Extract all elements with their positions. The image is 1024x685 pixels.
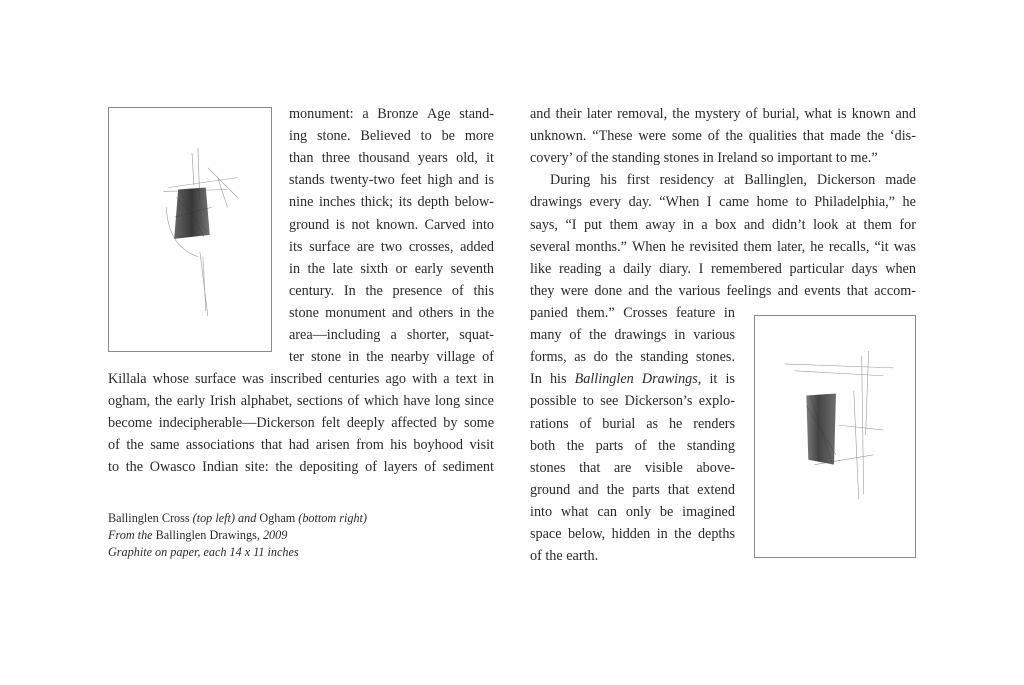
text-line: drawings every day. “When I came home to Philadelphia,” he [530,194,916,211]
text-line: in the late sixth or early seventh [289,260,494,277]
text-line: both the parts of the standing [530,437,735,454]
text-line: covery’ of the standing stones in Ireland so important to me.” [530,150,878,167]
text-line: In his Ballinglen Drawings, it is [530,371,735,388]
artwork-ballinglen-cross [108,107,272,352]
text-line: During his first residency at Ballinglen, Dickerson made [550,172,916,189]
text-line: possible to see Dickerson’s explo- [530,393,735,410]
text-line: rations of burial as he renders [530,415,735,432]
text-line: forms, as do the standing stones. [530,349,735,366]
text-line: stands twenty-two feet high and is [289,172,494,189]
text-line: stones that are visible above- [530,459,735,476]
text-line: panied them.” Crosses feature in [530,305,735,321]
text-line: into what can only be imagined [530,503,735,520]
ogham-drawing [755,316,915,557]
text-line: Killala whose surface was inscribed centuries ago with a text in [108,371,494,387]
text-line: its surface are two crosses, added [289,238,494,255]
cross-drawing [109,108,271,351]
text-line: says, “I put them away in a box and didn’t look at them for [530,216,916,233]
text-line: ter stone in the nearby village of [289,349,494,366]
text-line: nine inches thick; its depth below- [289,194,494,211]
caption-line-3: Graphite on paper, each 14 x 11 inches [108,545,299,559]
figure-caption [108,510,367,561]
text-line: many of the drawings in various [530,327,735,344]
text-line: they were done and the various feelings and events that accom- [530,282,916,299]
text-line: several months.” When he revisited them later, he recalls, “it was [530,238,916,255]
text-line: become indecipherable—Dickerson felt deeply affected by some [108,415,494,432]
text-line: ing stone. Believed to be more [289,128,494,145]
text-line: monument: a Bronze Age stand- [289,106,494,122]
text-line: to the Owasco Indian site: the depositing of layers of sediment [108,459,494,476]
text-line: of the same associations that had arisen from his boyhood visit [108,437,494,454]
text-line: space below, hidden in the depths [530,526,735,542]
text-line: stone monument and others in the [289,304,494,321]
text-line: like reading a daily diary. I remembered particular days when [530,260,916,277]
caption-line-2: From the Ballinglen Drawings, 2009 [108,528,288,542]
text-line: ground is not known. Carved into [289,216,494,233]
caption-line-1: Ballinglen Cross (top left) and Ogham (bottom right) [108,511,367,525]
text-line: than three thousand years old, it [289,150,494,167]
text-line: ogham, the early Irish alphabet, sections of which have long since [108,393,494,410]
text-line: ground and the parts that extend [530,481,735,498]
text-line: century. In the presence of this [289,282,494,299]
text-line: and their later removal, the mystery of burial, what is known and [530,106,916,122]
artwork-ogham [754,315,916,558]
text-line: unknown. “These were some of the qualities that made the ‘dis- [530,128,916,145]
text-line: of the earth. [530,548,599,565]
text-line: area—including a shorter, squat- [289,327,494,343]
